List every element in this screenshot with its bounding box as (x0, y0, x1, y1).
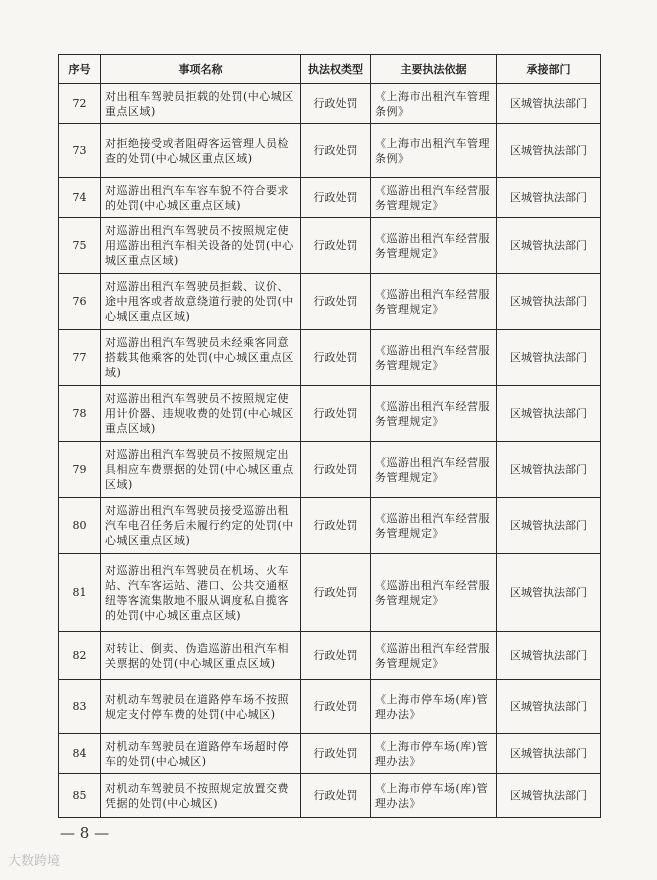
cell-basis: 《巡游出租汽车经营服务管理规定》 (371, 218, 497, 274)
cell-dept: 区城管执法部门 (497, 84, 601, 124)
cell-type: 行政处罚 (301, 498, 371, 554)
cell-basis: 《巡游出租汽车经营服务管理规定》 (371, 178, 497, 218)
cell-dept: 区城管执法部门 (497, 442, 601, 498)
table-row (59, 124, 601, 178)
cell-name: 对巡游出租汽车驾驶员不按照规定使用巡游出租汽车相关设备的处罚(中心城区重点区域) (101, 218, 301, 274)
cell-basis: 《巡游出租汽车经营服务管理规定》 (371, 498, 497, 554)
cell-dept: 区城管执法部门 (497, 386, 601, 442)
cell-name: 对机动车驾驶员在道路停车场超时停车的处罚(中心城区) (101, 734, 301, 774)
cell-name: 对巡游出租汽车驾驶员不按照规定使用计价器、违规收费的处罚(中心城区重点区域) (101, 386, 301, 442)
table-row (59, 442, 601, 498)
cell-name: 对巡游出租汽车车容车貌不符合要求的处罚(中心城区重点区域) (101, 178, 301, 218)
cell-seq: 81 (59, 554, 101, 632)
cell-type: 行政处罚 (301, 442, 371, 498)
header-name: 事项名称 (101, 55, 301, 84)
cell-basis: 《上海市出租汽车管理条例》 (371, 124, 497, 178)
cell-name: 对出租车驾驶员拒载的处罚(中心城区重点区域) (101, 84, 301, 124)
cell-seq: 73 (59, 124, 101, 178)
cell-basis: 《巡游出租汽车经营服务管理规定》 (371, 442, 497, 498)
cell-dept: 区城管执法部门 (497, 330, 601, 386)
table-row (59, 498, 601, 554)
cell-name: 对拒绝接受或者阻碍客运管理人员检查的处罚(中心城区重点区域) (101, 124, 301, 178)
table-row (59, 330, 601, 386)
header-basis: 主要执法依据 (371, 55, 497, 84)
cell-basis: 《巡游出租汽车经营服务管理规定》 (371, 386, 497, 442)
cell-name: 对巡游出租汽车驾驶员未经乘客同意搭载其他乘客的处罚(中心城区重点区域) (101, 330, 301, 386)
cell-dept: 区城管执法部门 (497, 124, 601, 178)
cell-basis: 《上海市出租汽车管理条例》 (371, 84, 497, 124)
table-row (59, 84, 601, 124)
table-row (59, 554, 601, 632)
cell-dept: 区城管执法部门 (497, 274, 601, 330)
cell-type: 行政处罚 (301, 218, 371, 274)
table-row (59, 774, 601, 818)
cell-seq: 83 (59, 680, 101, 734)
table-row (59, 386, 601, 442)
document-page (58, 54, 600, 818)
cell-name: 对机动车驾驶员在道路停车场不按照规定支付停车费的处罚(中心城区) (101, 680, 301, 734)
cell-seq: 72 (59, 84, 101, 124)
table-row (59, 734, 601, 774)
cell-name: 对巡游出租汽车驾驶员拒载、议价、途中甩客或者故意绕道行驶的处罚(中心城区重点区域) (101, 274, 301, 330)
cell-name: 对巡游出租汽车驾驶员接受巡游出租汽车电召任务后未履行约定的处罚(中心城区重点区域) (101, 498, 301, 554)
cell-basis: 《上海市停车场(库)管理办法》 (371, 734, 497, 774)
cell-seq: 77 (59, 330, 101, 386)
cell-dept: 区城管执法部门 (497, 680, 601, 734)
cell-type: 行政处罚 (301, 178, 371, 218)
cell-seq: 85 (59, 774, 101, 818)
cell-basis: 《巡游出租汽车经营服务管理规定》 (371, 274, 497, 330)
cell-dept: 区城管执法部门 (497, 178, 601, 218)
cell-basis: 《巡游出租汽车经营服务管理规定》 (371, 632, 497, 680)
cell-seq: 78 (59, 386, 101, 442)
cell-type: 行政处罚 (301, 734, 371, 774)
cell-name: 对巡游出租汽车驾驶员在机场、火车站、汽车客运站、港口、公共交通枢纽等客流集散地不服从调度私自揽客的处罚(中心城区重点区域) (101, 554, 301, 632)
header-type: 执法权类型 (301, 55, 371, 84)
cell-seq: 76 (59, 274, 101, 330)
cell-type: 行政处罚 (301, 554, 371, 632)
cell-type: 行政处罚 (301, 124, 371, 178)
cell-seq: 82 (59, 632, 101, 680)
cell-dept: 区城管执法部门 (497, 218, 601, 274)
page-number: — 8 — (60, 824, 110, 842)
table-row (59, 680, 601, 734)
table-row (59, 632, 601, 680)
header-seq: 序号 (59, 55, 101, 84)
cell-basis: 《上海市停车场(库)管理办法》 (371, 680, 497, 734)
cell-name: 对机动车驾驶员不按照规定放置交费凭据的处罚(中心城区) (101, 774, 301, 818)
cell-dept: 区城管执法部门 (497, 632, 601, 680)
cell-seq: 79 (59, 442, 101, 498)
table-header-row (59, 55, 601, 84)
cell-basis: 《上海市停车场(库)管理办法》 (371, 774, 497, 818)
cell-basis: 《巡游出租汽车经营服务管理规定》 (371, 554, 497, 632)
enforcement-table (58, 54, 601, 818)
cell-dept: 区城管执法部门 (497, 498, 601, 554)
table-row (59, 274, 601, 330)
header-dept: 承接部门 (497, 55, 601, 84)
cell-basis: 《巡游出租汽车经营服务管理规定》 (371, 330, 497, 386)
cell-name: 对转让、倒卖、伪造巡游出租汽车相关票据的处罚(中心城区重点区域) (101, 632, 301, 680)
table-row (59, 218, 601, 274)
cell-type: 行政处罚 (301, 84, 371, 124)
cell-type: 行政处罚 (301, 680, 371, 734)
cell-type: 行政处罚 (301, 774, 371, 818)
watermark-logo: 大数跨境 (8, 854, 61, 869)
cell-dept: 区城管执法部门 (497, 554, 601, 632)
cell-seq: 84 (59, 734, 101, 774)
cell-dept: 区城管执法部门 (497, 774, 601, 818)
cell-type: 行政处罚 (301, 632, 371, 680)
cell-dept: 区城管执法部门 (497, 734, 601, 774)
cell-seq: 80 (59, 498, 101, 554)
cell-type: 行政处罚 (301, 386, 371, 442)
table-row (59, 178, 601, 218)
cell-seq: 75 (59, 218, 101, 274)
cell-seq: 74 (59, 178, 101, 218)
cell-type: 行政处罚 (301, 330, 371, 386)
cell-name: 对巡游出租汽车驾驶员不按照规定出具相应车费票据的处罚(中心城区重点区域) (101, 442, 301, 498)
cell-type: 行政处罚 (301, 274, 371, 330)
